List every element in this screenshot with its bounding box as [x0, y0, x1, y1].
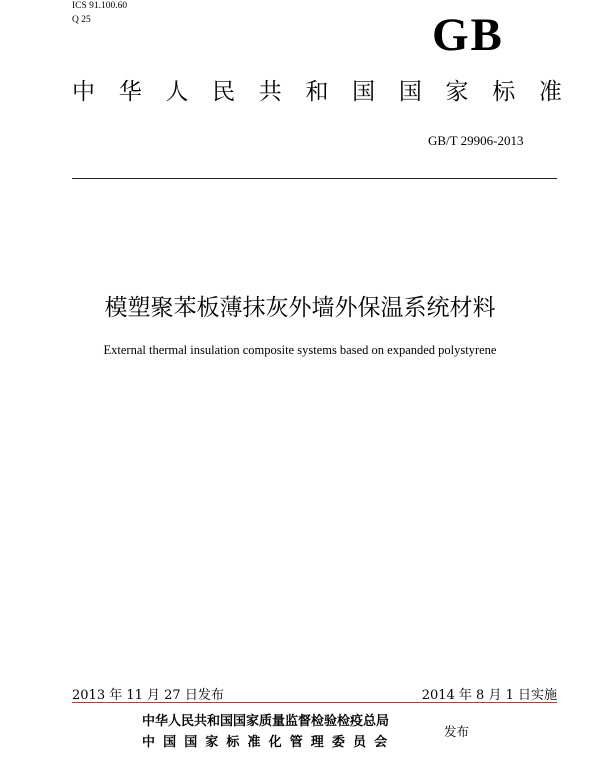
category-char: 家: [445, 79, 469, 105]
issued-label: 发布: [444, 724, 470, 739]
category-char: 民: [212, 79, 236, 105]
document-title-cn: 模塑聚苯板薄抹灰外墙外保温系统材料: [104, 295, 496, 321]
category-char: 国: [398, 79, 422, 105]
implementation-date: 2014 年 8 月 1 日实施: [421, 688, 557, 703]
standard-category-title: [72, 81, 562, 104]
category-char: 中: [72, 79, 95, 105]
category-char: 和: [305, 79, 329, 105]
publish-date: 2013 年 11 月 27 日发布: [72, 688, 224, 703]
header-divider: [72, 178, 557, 179]
document-title-en: External thermal insulation composite systems based on expanded polystyrene: [103, 343, 497, 357]
category-char: 人: [165, 79, 189, 105]
footer-divider: [72, 702, 557, 703]
category-char: 标: [492, 79, 516, 105]
ccs-code: Q 25: [72, 15, 91, 25]
gb-logo: GB: [432, 9, 504, 61]
standard-number: GB/T 29906-2013: [428, 133, 524, 148]
category-char: 准: [538, 79, 562, 105]
category-char: 华: [118, 79, 142, 105]
category-char: 共: [258, 79, 282, 105]
ics-code: ICS 91.100.60: [72, 1, 128, 11]
issuer-sac: 中国国家标准化管理委员会: [142, 735, 396, 750]
category-char: 国: [352, 79, 376, 105]
issuer-aqsiq: 中华人民共和国国家质量监督检验检疫总局: [142, 714, 390, 729]
